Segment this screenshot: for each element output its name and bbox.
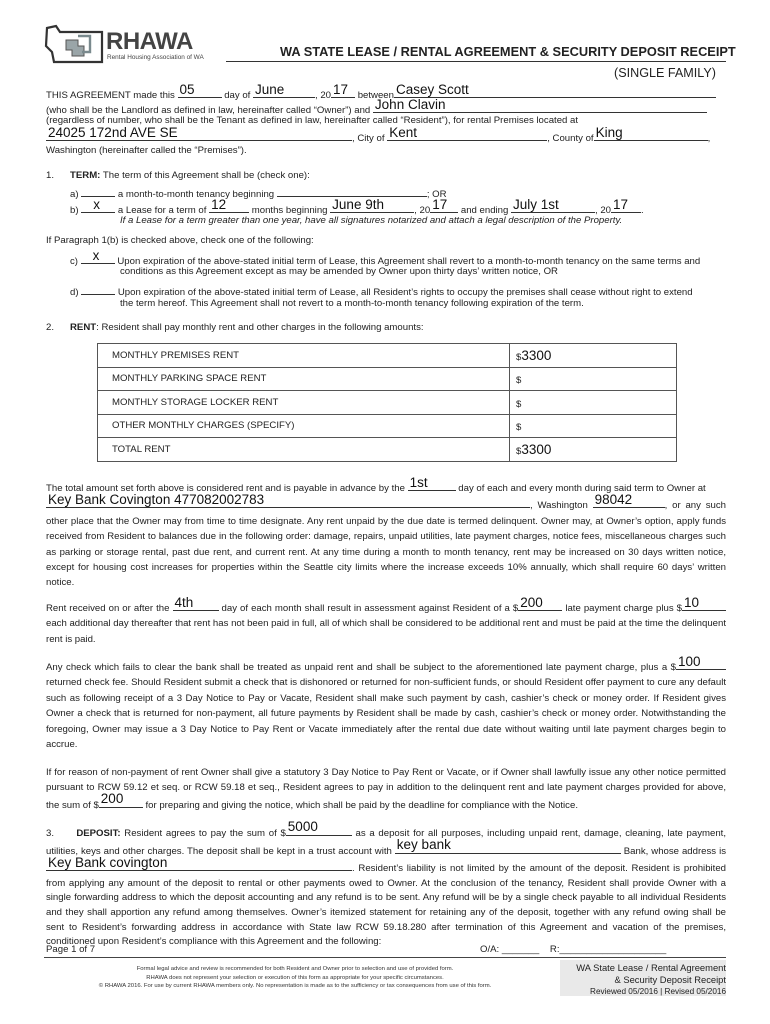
if-paragraph: If Paragraph 1(b) is checked above, check one of the following: [46, 235, 314, 246]
rent-amount-field[interactable] [510, 391, 677, 415]
rent-heading: 2. RENT: Resident shall pay monthly rent and other charges in the following amounts: [46, 322, 424, 333]
rent-table-row [98, 367, 677, 391]
currency-symbol: $ [516, 398, 522, 410]
rent-amount-field[interactable] [510, 344, 677, 368]
rent-item-label: MONTHLY STORAGE LOCKER RENT [98, 391, 510, 415]
term-heading: 1. TERM: The term of this Agreement shall be (check one): [46, 170, 310, 181]
month-to-month-begin-field[interactable] [277, 185, 427, 197]
page-number: Page 1 of 7 [46, 944, 96, 955]
rent-amount-value: 3300 [521, 347, 552, 363]
rent-amount-value: 3300 [521, 441, 552, 457]
term-option-a: a) a month-to-month tenancy beginning ; OR [70, 185, 447, 200]
rent-item-label: TOTAL RENT [98, 438, 510, 462]
option-d-check[interactable] [81, 283, 115, 295]
zip-field[interactable]: 98042 [593, 496, 665, 508]
logo [44, 22, 224, 68]
lease-months-field[interactable]: 12 [209, 201, 249, 213]
rent-table [97, 343, 677, 462]
rent-item-label: MONTHLY PREMISES RENT [98, 344, 510, 368]
lease-end-year-field[interactable]: 17 [611, 201, 641, 213]
rent-item-label: OTHER MONTHLY CHARGES (SPECIFY) [98, 414, 510, 438]
rent-paragraph-4: If for reason of non-payment of rent Owner shall give a statutory 3 Day Notice to Pay Rent or Vacate, or if Owner shall lawfully issue any other notice permitted pursuant to RCW 59.12 et seq. or RCW 59.18 et seq., Resident agrees to pay in addition to the delinquent rent and late payment charges provided for above, the sum of $ 200 for preparing and giving the notice, which shall be paid by the deadline for compliance with the Notice. [46, 767, 726, 811]
day-field[interactable]: 05 [178, 86, 222, 98]
currency-symbol: $ [516, 445, 522, 457]
lease-note: If a Lease for a term greater than one year, have all signatures notarized and attach a legal description of the Property. [120, 215, 623, 226]
option-d-line-2: the term hereof. This Agreement shall not revert to a month-to-month tenancy following expiration of the term. [120, 298, 584, 309]
term-option-c: c) x Upon expiration of the above-stated initial term of Lease, this Agreement shall revert to a month-to-month tenancy on the same terms and [70, 248, 701, 267]
intro-line-4: 24025 172nd AVE SE , City of Kent , County of King , [48, 125, 711, 144]
payee-field[interactable]: Key Bank Covington 477082002783 [46, 496, 530, 508]
currency-symbol: $ [516, 422, 522, 434]
intro-line-2: (who shall be the Landlord as defined in law, hereinafter called “Owner”) and John Clavin [46, 101, 707, 116]
landlord-field[interactable]: Casey Scott [394, 86, 716, 98]
trust-bank-field[interactable]: key bank [395, 842, 621, 854]
rent-table-row [98, 414, 677, 438]
notice-fee-field[interactable]: 200 [99, 796, 143, 808]
lease-begin-year-field[interactable]: 17 [430, 201, 458, 213]
currency-symbol: $ [516, 375, 522, 387]
returned-check-fee-field[interactable]: 100 [676, 658, 726, 670]
deposit-amount-field[interactable]: 5000 [286, 824, 352, 836]
intro-line-5: Washington (hereinafter called the “Premises”). [46, 145, 247, 156]
daily-charge-field[interactable]: 10 [682, 599, 726, 611]
address-field[interactable]: 24025 172nd AVE SE [46, 129, 352, 141]
term-option-d: d) Upon expiration of the above-stated initial term of Lease, all Resident’s rights to occupy the premises shall cease without right to extend [70, 283, 693, 298]
late-charge-field[interactable]: 200 [518, 599, 562, 611]
bank-address-field[interactable]: Key Bank covington [46, 859, 352, 871]
rent-table-row [98, 438, 677, 462]
rent-table-row [98, 344, 677, 368]
owner-initials[interactable]: O/A: _______ [480, 944, 540, 955]
logo-text: RHAWA [106, 28, 193, 55]
intro-line-3: (regardless of number, who shall be the Tenant as defined in law, hereinafter called “Resident”), for rental Premises located at [46, 115, 579, 126]
option-c-check[interactable]: x [81, 252, 115, 264]
resident-initials[interactable]: R:____________________ [549, 944, 667, 955]
deposit-paragraph: 3. DEPOSIT: Resident agrees to pay the sum of $ 5000 as a deposit for all purposes, including unpaid rent, damage, cleaning, late payment, utilities, keys and other charges. The deposit shall be kept in a trust account with key bank Bank, whose address is Key Bank covington . Resident’s liability is not limited by the amount of the deposit. Resident is prohibited from applying any amount of the deposit to rental or other payments owed to Owner. At the conclusion of the tenancy, Resident shall provide Owner with a single forwarding address to which the deposit accounting and any refund is to be sent. Any refund will be by a single check payable to all individual Residents and they shall apportion any refund among themselves. Owner’s itemized statement for retaining any of the deposit, together with any refund owing shall be sent to Resident’s forwarding address in accordance with State law RCW 59.18.280 after termination of this Agreement and vacation of the premises, conditioned upon Resident’s compliance with this Agreement and the following: [46, 819, 726, 948]
month-field[interactable]: June [253, 86, 315, 98]
document-title: WA STATE LEASE / RENTAL AGREEMENT & SECURITY DEPOSIT RECEIPT [280, 44, 736, 59]
lease-begin-field[interactable]: June 9th [330, 201, 414, 213]
term-option-b: b) x a Lease for a term of 12 months beginning June 9th , 20 17 and ending July 1st , 20 17 . [70, 197, 644, 216]
option-a-check[interactable] [81, 185, 115, 197]
option-c-line-2: conditions as this Agreement except as may be amended by Owner upon thirty days’ written notice, OR [120, 266, 558, 277]
rent-amount-field[interactable] [510, 414, 677, 438]
form-id-box: WA State Lease / Rental Agreement & Security Deposit Receipt Reviewed 05/2016 | Revised 05/2016 [560, 960, 726, 996]
rent-paragraph-3: Any check which fails to clear the bank shall be treated as unpaid rent and shall be subject to the aforementioned late payment charge, plus a $ 100 returned check fee. Should Resident submit a check that is dishonored or returned for non-sufficient funds, or should Resident offer payment to cure any default such as following receipt of a 3 Day Notice to Pay or Vacate, Resident shall make such payment by cash, cashier’s check or money order. If Resident gives Owner a check that is returned for non-payment, all future payments by Resident shall be made by cash, cashier’s check or money order. Notwithstanding the foregoing, Owner may issue a 3 Day Notice to Pay Rent or Vacate immediately after the rental due date without waiting until late payment charges begin to accrue. [46, 653, 726, 751]
late-day-field[interactable]: 4th [173, 599, 219, 611]
lease-end-field[interactable]: July 1st [511, 201, 595, 213]
initials-fields [480, 944, 666, 955]
rent-table-row [98, 391, 677, 415]
intro-line-1: THIS AGREEMENT made this 05 day of June , 20 17 between Casey Scott [46, 86, 716, 101]
rent-paragraph-2: Rent received on or after the 4th day of each month shall result in assessment against Resident of a $ 200 late payment charge plus $ 10 each additional day thereafter that rent has not been paid in full, all of which shall be considered to be additional rent and must be paid at the time the delinquent rent is paid. [46, 594, 727, 645]
logo-subtitle: Rental Housing Association of WA [107, 54, 204, 61]
currency-symbol: $ [516, 351, 522, 363]
city-field[interactable]: Kent [387, 129, 547, 141]
document-subtitle: (SINGLE FAMILY) [614, 66, 716, 80]
rent-paragraph-1: The total amount set forth above is considered rent and is payable in advance by the 1st day of each and every month during said term to Owner at Key Bank Covington 477082002783 , Washington 98042 , or any such other place that the Owner may from time to time designate. Any rent unpaid by the due date is termed delinquent. Owner may, at Owner’s option, apply funds received from Resident to balances due in the following order: damage, repairs, unpaid utilities, late payment charges, notice fees, miscellaneous charges such as parking or storage rental, past due rent, and current rent. At any time during a month to month tenancy, rent may be increased on 30 days written notice, except for housing cost increases for properties within the Seattle city limits where the increase exceeds 10% annually, which shall require 60 days’ written notice. [46, 474, 727, 589]
option-b-check[interactable]: x [81, 201, 115, 213]
rent-amount-field[interactable] [510, 367, 677, 391]
legal-disclaimer: Formal legal advice and review is recommended for both Resident and Owner prior to selection and use of provided form. RHAWA does not represent your selection or execution of this form as appropriate for your specific circumstances. © RHAWA 2016. For use by current RHAWA members only. No representation is made as to the sufficiency or tax consequences from use of this form. [98, 966, 492, 990]
washington-state-logo-icon [44, 24, 106, 66]
county-field[interactable]: King [594, 129, 708, 141]
tenant-field[interactable]: John Clavin [373, 101, 707, 113]
rent-amount-field[interactable] [510, 438, 677, 462]
rent-item-label: MONTHLY PARKING SPACE RENT [98, 367, 510, 391]
rent-due-day-field[interactable]: 1st [408, 479, 456, 491]
footer-divider [44, 957, 726, 958]
title-underline [226, 61, 726, 62]
year-field[interactable]: 17 [331, 86, 355, 98]
